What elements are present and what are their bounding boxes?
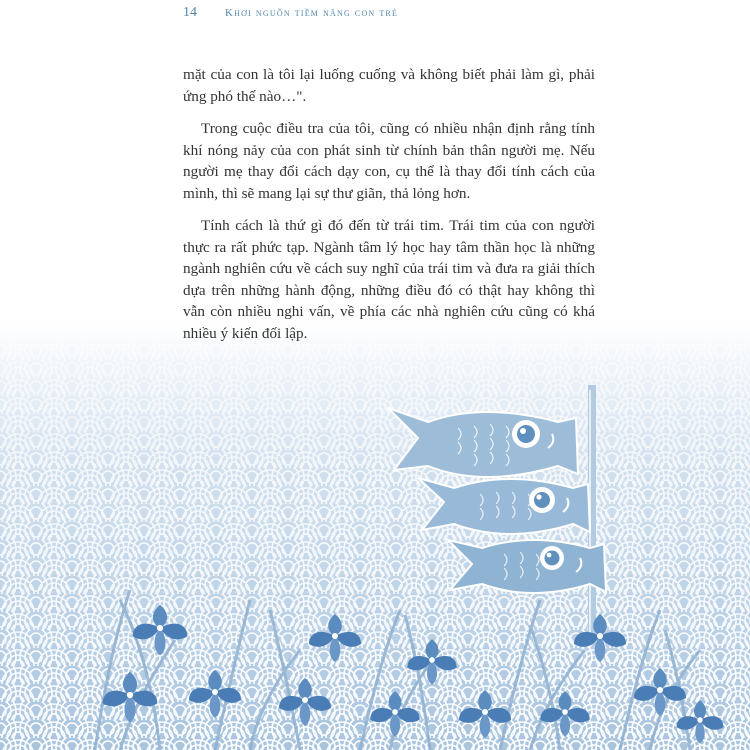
paragraph-3: Tính cách là thứ gì đó đến từ trái tim. Trái tim của con người thực ra rất phức tạp. Ngành tâm lý học hay tâm thần học là những ngành nghiên cứu về cách suy nghĩ của trái tim và đưa ra giải thích dựa trên những hành động, những điều đó có thật hay không thì vẫn còn nhiều nghi vấn, về phía các nhà nghiên cứu cũng có khá nhiều ý kiến đối lập. bbox=[183, 217, 595, 342]
koi-fish-icon bbox=[448, 540, 606, 593]
body-text bbox=[183, 64, 595, 355]
paragraph-1: mặt của con là tôi lại luống cuống và không biết phải làm gì, phải ứng phó thế nào…". bbox=[183, 66, 595, 105]
running-header bbox=[183, 3, 398, 23]
paragraph-2: Trong cuộc điều tra của tôi, cũng có nhiều nhận định rằng tính khí nóng nảy của con phát sinh từ chính bản thân người mẹ. Nếu người mẹ thay đổi cách dạy con, cụ thể là thay đổi tính cách của mình, thì sẽ mang lại sự thư giãn, thả lỏng hơn. bbox=[183, 120, 595, 202]
running-title: Khơi nguồn tiềm năng con trẻ bbox=[225, 7, 399, 19]
koi-fish-icon bbox=[418, 478, 590, 534]
page-number: 14 bbox=[183, 5, 197, 20]
